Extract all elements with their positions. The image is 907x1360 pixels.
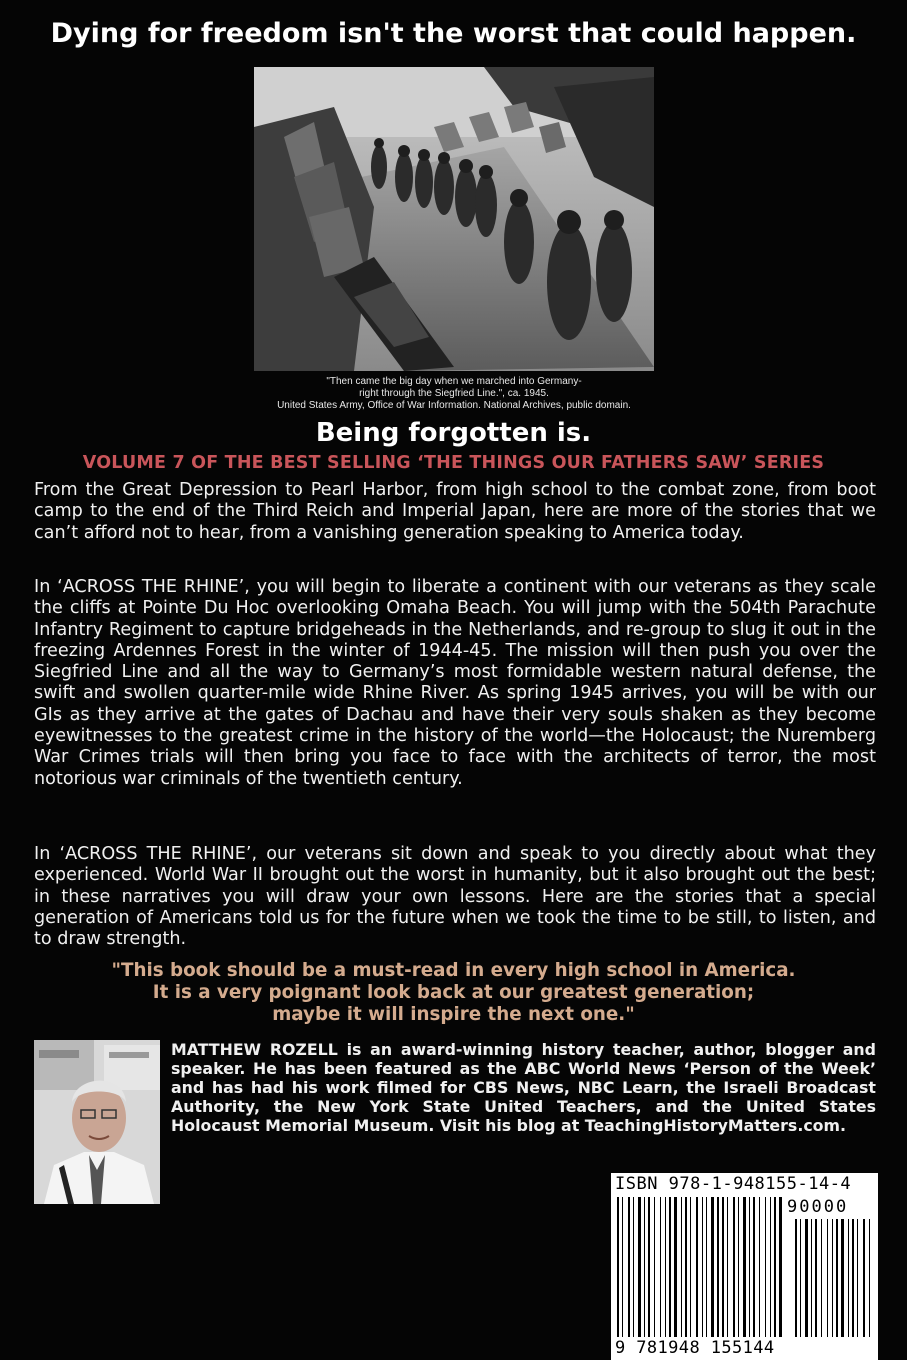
- author-photo: [34, 1040, 160, 1204]
- isbn-barcode: [611, 1173, 878, 1360]
- description-paragraph-2: In ‘ACROSS THE RHINE’, you will begin to liberate a continent with our veterans as they scale the cliffs at Pointe Du Hoc overlooking Omaha Beach. You will jump with the 504th Parachute Infantry Regiment to capture bridgeheads in the Netherlands, and re-group to slug it out in the freezing Ardennes Forest in the winter of 1944-45. The mission will then push you over the Siegfried Line and all the way to Germany’s most formidable western natural defense, the swift and swollen quarter-mile wide Rhine River. As spring 1945 arrives, you will be with our GIs as they arrive at the gates of Dachau and have their very souls shaken as they become eyewitnesses to the greatest crime in the history of the world—the Holocaust; the Nuremberg War Crimes trials will then bring you face to face with the architects of terror, the most notorious war criminals of the twentieth century.: [34, 577, 876, 789]
- cover-photo-soldiers: [254, 67, 654, 371]
- soldiers-photo-illustration: [254, 67, 654, 371]
- description-paragraph-1: From the Great Depression to Pearl Harbor, from high school to the combat zone, from boot camp to the end of the Third Reich and Imperial Japan, here are more of the stories that we can’t afford not to hear, from a vanishing generation speaking to America today.: [34, 480, 876, 543]
- author-portrait-illustration: [34, 1040, 160, 1204]
- headline-top: Dying for freedom isn't the worst that could happen.: [50, 18, 857, 49]
- isbn-label: ISBN 978-1-948155-14-4: [615, 1174, 852, 1194]
- photo-caption-line: right through the Siegfried Line.", ca. 1945.: [359, 388, 549, 399]
- headline-bottom: Being forgotten is.: [315, 418, 592, 448]
- series-line: VOLUME 7 OF THE BEST SELLING ‘THE THINGS OUR FATHERS SAW’ SERIES: [82, 453, 825, 473]
- photo-caption: [254, 376, 654, 412]
- description-paragraph-3: In ‘ACROSS THE RHINE’, our veterans sit down and speak to you directly about what they experienced. World War II brought out the worst in humanity, but it also brought out the best; in these narratives you will draw your own lessons. Here are the stories that a special generation of Americans told us for the future when we took the time to be still, to listen, and to draw strength.: [34, 844, 876, 950]
- price-code: 90000: [787, 1197, 849, 1217]
- photo-caption-line: United States Army, Office of War Information. National Archives, public domain.: [277, 400, 631, 411]
- barcode-bars: [615, 1197, 875, 1339]
- author-bio: MATTHEW ROZELL is an award-winning history teacher, author, blogger and speaker. He has been featured as the ABC World News ‘Person of the Week’ and has had his work filmed for CBS News, NBC Learn, the Israeli Broadcast Authority, the New York State United Teachers, and the United States Holocaust Memorial Museum. Visit his blog at TeachingHistoryMatters.com.: [171, 1040, 876, 1135]
- review-quote-line: maybe it will inspire the next one.": [272, 1004, 635, 1025]
- review-quote-line: It is a very poignant look back at our greatest generation;: [152, 982, 755, 1003]
- photo-caption-line: "Then came the big day when we marched into Germany-: [326, 376, 582, 387]
- review-quote: [0, 960, 907, 1026]
- ean-digits: 9 781948 155144: [615, 1338, 775, 1358]
- review-quote-line: "This book should be a must-read in every high school in America.: [111, 960, 796, 981]
